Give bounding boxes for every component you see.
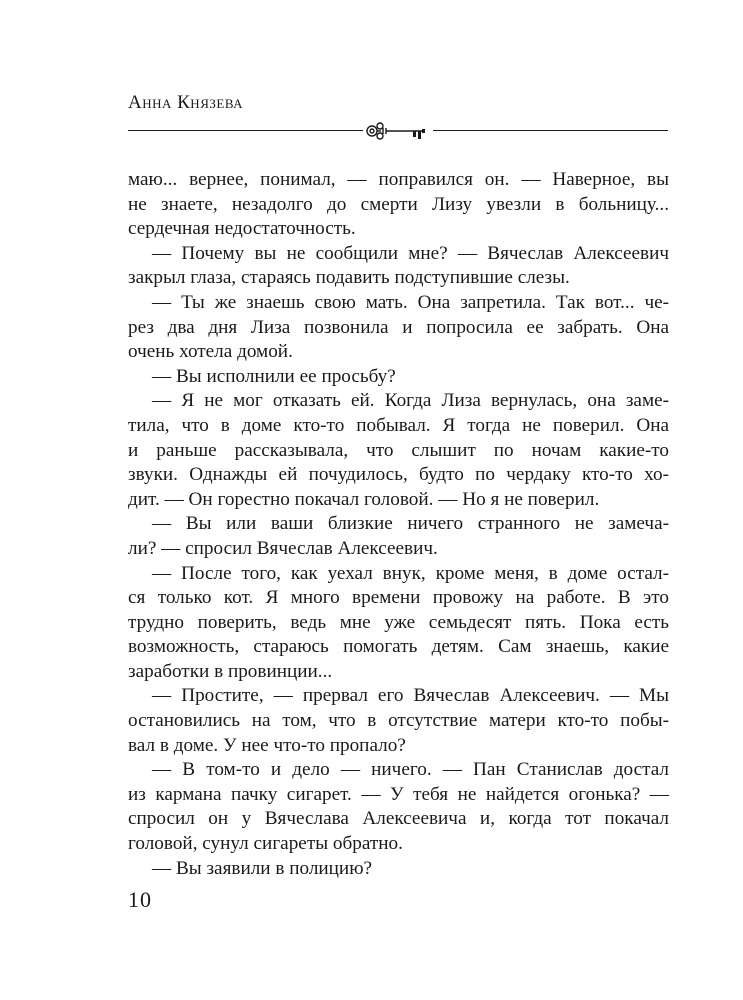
- running-head-author: Анна Князева: [128, 92, 244, 113]
- text-line: возможность, стараюсь помогать детям. Сам знаешь, какие: [128, 636, 669, 658]
- text-line: рез два дня Лиза позвонила и попросила ее забрать. Она: [128, 316, 669, 338]
- text-line: из кармана пачку сигарет. — У тебя не найдется огонька? —: [128, 783, 669, 805]
- text-line: ся только кот. Я много времени провожу на работе. В это: [128, 587, 669, 609]
- text-line: — Простите, — прервал его Вячеслав Алексеевич. — Мы: [152, 685, 669, 707]
- text-line: и раньше рассказывала, что слышит по ночам какие-то: [128, 439, 669, 461]
- key-ornament-icon: [363, 120, 433, 142]
- text-line: очень хотела домой.: [128, 341, 293, 363]
- text-line: остановились на том, что в отсутствие матери кто-то побы-: [128, 710, 669, 732]
- body-text: [128, 168, 669, 881]
- text-line: — Вы исполнили ее просьбу?: [152, 365, 396, 387]
- text-line: — В том-то и дело — ничего. — Пан Станислав достал: [152, 759, 669, 781]
- text-line: звуки. Однажды ей почудилось, будто по чердаку кто-то хо-: [128, 464, 669, 486]
- text-line: — Я не мог отказать ей. Когда Лиза вернулась, она заме-: [152, 390, 669, 412]
- text-line: сердечная недостаточность.: [128, 218, 356, 240]
- text-line: трудно поверить, ведь мне уже семьдесят пять. Пока есть: [128, 611, 669, 633]
- text-line: вал в доме. У нее что-то пропало?: [128, 734, 406, 756]
- text-line: — Ты же знаешь свою мать. Она запретила. Так вот... че-: [152, 291, 669, 313]
- text-line: — Почему вы не сообщили мне? — Вячеслав Алексеевич: [152, 242, 669, 264]
- text-line: ли? — спросил Вячеслав Алексеевич.: [128, 537, 438, 559]
- text-line: закрыл глаза, стараясь подавить подступившие слезы.: [128, 267, 570, 289]
- text-line: не знаете, незадолго до смерти Лизу увезли в больницу...: [128, 193, 669, 215]
- text-line: — Вы или ваши близкие ничего странного не замеча-: [152, 513, 669, 535]
- text-line: заработки в провинции...: [128, 660, 333, 682]
- text-line: головой, сунул сигареты обратно.: [128, 833, 403, 855]
- text-line: — Вы заявили в полицию?: [152, 857, 373, 879]
- text-line: дит. — Он горестно покачал головой. — Но я не поверил.: [128, 488, 600, 510]
- text-line: спросил он у Вячеслава Алексеевича и, когда тот покачал: [128, 808, 669, 830]
- text-line: тила, что в доме кто-то побывал. Я тогда не поверил. Она: [128, 414, 669, 436]
- page-number: 10: [128, 887, 152, 912]
- text-line: — После того, как уехал внук, кроме меня, в доме остал-: [152, 562, 669, 584]
- text-line: маю... вернее, понимал, — поправился он. — Наверное, вы: [128, 169, 669, 190]
